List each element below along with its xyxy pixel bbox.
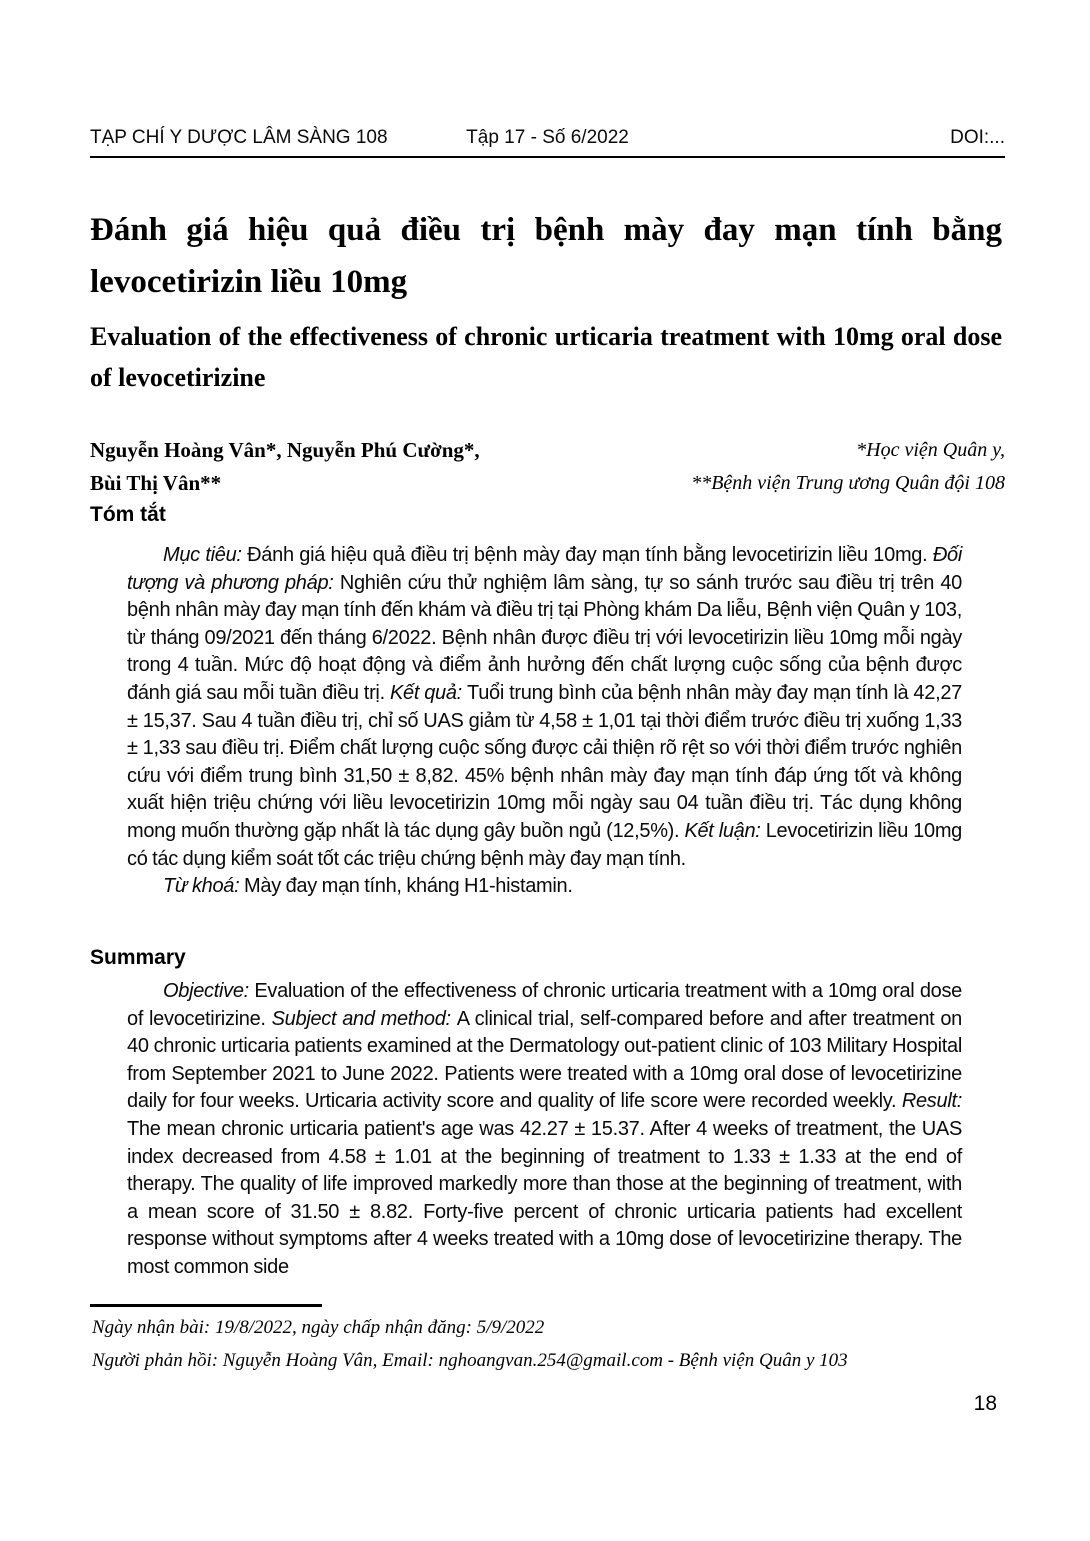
authors-block (90, 434, 480, 500)
abstract-body-vi (127, 542, 962, 901)
doi-label: DOI:... (950, 127, 1005, 148)
article-title-vi: Đánh giá hiệu quả điều trị bệnh mày đay mạn tính bằng levocetirizin liều 10mg (90, 212, 1002, 300)
affiliations-block (691, 434, 1005, 500)
authors-affiliations-row (90, 434, 1005, 500)
corresponding-author-line: Người phản hồi: Nguyễn Hoàng Vân, Email: nghoangvan.254@gmail.com - Bệnh viện Quân y 103 (92, 1350, 848, 1371)
summary-body-en (127, 978, 962, 1282)
author-line: Bùi Thị Vân** (90, 471, 222, 495)
footnote-rule (90, 1304, 322, 1307)
keywords-line: Từ khoá: Mày đay mạn tính, kháng H1-histamin. (163, 875, 573, 898)
abstract-paragraph-vi: Mục tiêu: Đánh giá hiệu quả điều trị bệnh mày đay mạn tính bằng levocetirizin liều 10mg. Đối tượng và phương pháp: Nghiên cứu thử nghiệm lâm sàng, tự so sánh trước sau điều trị trên 40 bệnh nhân mày đay mạn tính đến khám và điều trị tại Phòng khám Da liễu, Bệnh viện Quân y 103, từ tháng 09/2021 đến tháng 6/2022. Bệnh nhân được điều trị với levocetirizin liều 10mg mỗi ngày trong 4 tuần. Mức độ hoạt động và điểm ảnh hưởng đến chất lượng cuộc sống của bệnh được đánh giá sau mỗi tuần điều trị. Kết quả: Tuổi trung bình của bệnh nhân mày đay mạn tính là 42,27 ± 15,37. Sau 4 tuần điều trị, chỉ số UAS giảm từ 4,58 ± 1,01 tại thời điểm trước điều trị xuống 1,33 ± 1,33 sau điều trị. Điểm chất lượng cuộc sống được cải thiện rõ rệt so với thời điểm trước nghiên cứu với điểm trung bình 31,50 ± 8,82. 45% bệnh nhân mày đay mạn tính đáp ứng tốt và không xuất hiện triệu chứng với liều levocetirizin 10mg mỗi ngày sau 04 tuần điều trị. Tác dụng không mong muốn thường gặp nhất là tác dụng gây buồn ngủ (12,5%). Kết luận: Levocetirizin liều 10mg có tác dụng kiểm soát tốt các triệu chứng bệnh mày đay mạn tính. (127, 544, 962, 870)
affiliation-line: **Bệnh viện Trung ương Quân đội 108 (691, 472, 1005, 494)
article-title-en: Evaluation of the effectiveness of chronic urticaria treatment with 10mg oral dose of levocetirizine (90, 322, 1002, 392)
summary-paragraph-en: Objective: Evaluation of the effectiveness of chronic urticaria treatment with a 10mg oral dose of levocetirizine. Subject and method: A clinical trial, self-compared before and after treatment on 40 chronic urticaria patients examined at the Dermatology out-patient clinic of 103 Military Hospital from September 2021 to June 2022. Patients were treated with a 10mg oral dose of levocetirizine daily for four weeks. Urticaria activity score and quality of life score were recorded weekly. Result: The mean chronic urticaria patient's age was 42.27 ± 15.37. After 4 weeks of treatment, the UAS index decreased from 4.58 ± 1.01 at the beginning of treatment to 1.33 ± 1.33 at the end of therapy. The quality of life improved markedly more than those at the beginning of treatment, with a mean score of 31.50 ± 8.82. Forty-five percent of chronic urticaria patients had excellent response without symptoms after 4 weeks treated with a 10mg dose of levocetirizine therapy. The most common side (127, 980, 962, 1278)
page-number: 18 (973, 1392, 997, 1415)
author-line: Nguyễn Hoàng Vân*, Nguyễn Phú Cường*, (90, 438, 480, 462)
abstract-heading-vi: Tóm tắt (90, 503, 166, 526)
footnote-block (92, 1311, 1005, 1377)
journal-name: TẠP CHÍ Y DƯỢC LÂM SÀNG 108 (90, 127, 388, 148)
summary-heading: Summary (90, 946, 186, 969)
issue-info: Tập 17 - Số 6/2022 (466, 127, 629, 148)
affiliation-line: *Học viện Quân y, (856, 439, 1005, 461)
page-header (90, 127, 1005, 153)
received-date-line: Ngày nhận bài: 19/8/2022, ngày chấp nhận đăng: 5/9/2022 (92, 1317, 545, 1338)
header-rule (90, 156, 1005, 158)
